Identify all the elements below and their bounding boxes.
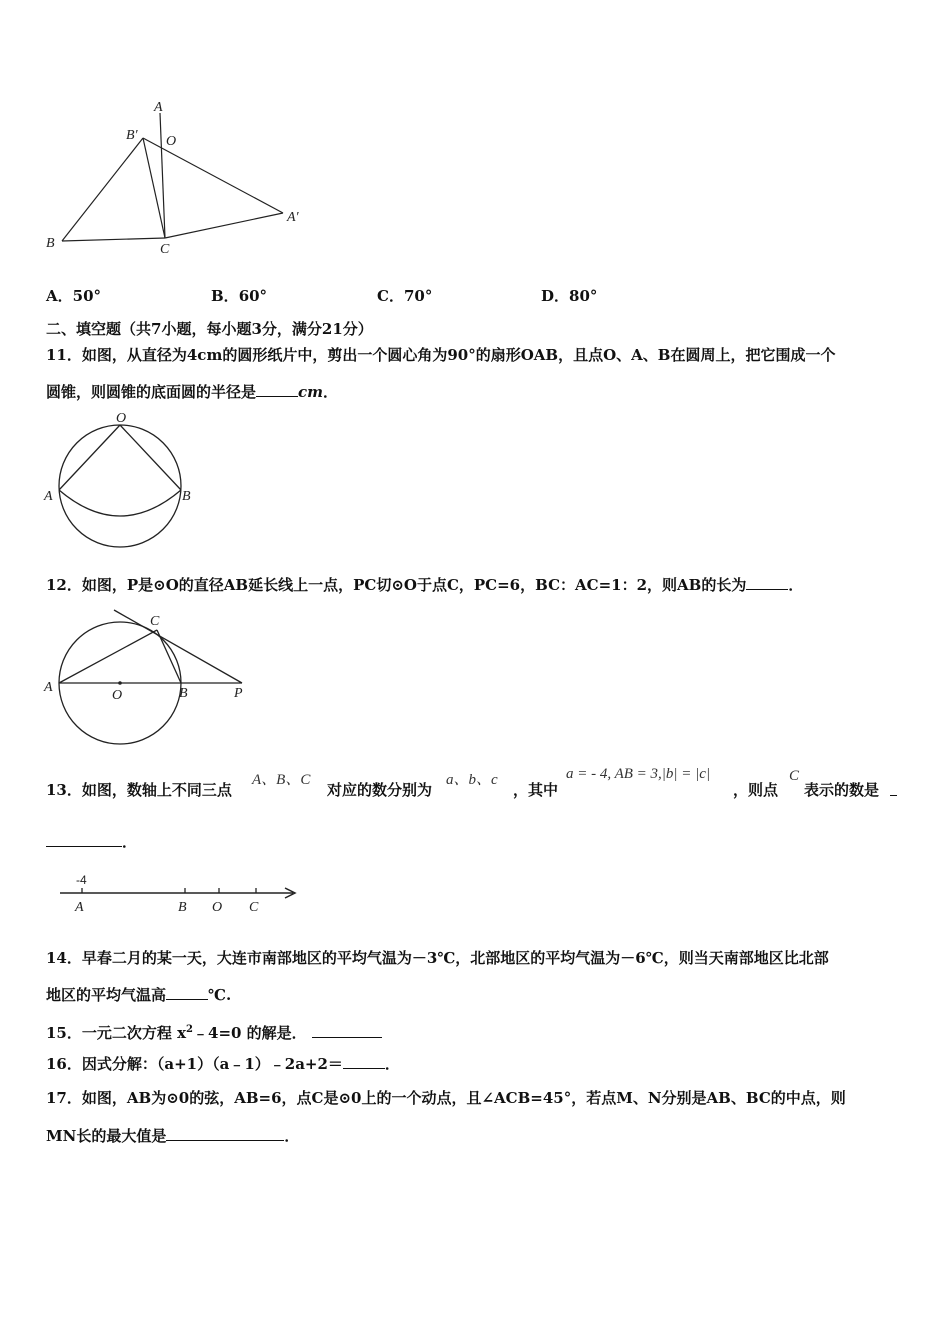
q13-values: a、b、c: [446, 772, 498, 788]
q13-line2: ．: [46, 832, 137, 852]
label-b: B: [179, 686, 188, 701]
figure-q13-number-line: [55, 868, 305, 918]
choice-b: B．60°: [211, 287, 268, 305]
label-o: O: [212, 900, 223, 915]
choice-c: C．70°: [377, 287, 433, 305]
tangent-pc: [114, 610, 242, 683]
label-o: O: [116, 411, 127, 426]
center-dot: [118, 681, 122, 685]
q17-answer-blank[interactable]: [166, 1126, 284, 1141]
q13-part4: ，则点: [733, 781, 779, 799]
q16-answer-blank[interactable]: [343, 1054, 385, 1069]
q17-line2: MN长的最大值是 ．: [46, 1127, 300, 1145]
q15-line: 15．一元二次方程 $x^2﹣4=0$ 的解是．: [46, 1020, 382, 1043]
q12-answer-blank[interactable]: [746, 575, 788, 590]
label-c: C: [249, 900, 259, 915]
label-b: B: [46, 236, 55, 251]
radius-ob: [120, 425, 181, 490]
q16-line: 16．因式分解：（a+1）（a﹣1）﹣2a+2＝ ．: [46, 1055, 400, 1073]
q11-answer-blank[interactable]: [256, 382, 298, 397]
label-c: C: [160, 242, 170, 257]
label-b: B: [178, 900, 187, 915]
figure-q12: [42, 605, 262, 750]
label-b: B: [182, 489, 191, 504]
q13-point-c: C: [789, 768, 800, 784]
q13-points: A、B、C: [252, 772, 311, 788]
q13-part5: 表示的数是: [804, 781, 880, 799]
figure-q11: [42, 410, 202, 555]
radius-oa: [59, 425, 120, 490]
q14-line2: 地区的平均气温高 ℃.: [46, 986, 232, 1004]
label-o: O: [166, 134, 177, 149]
q13-part3: ，其中: [513, 781, 559, 799]
choice-a: A．50°: [46, 287, 102, 305]
q17-line1: 17．如图，AB为⊙0的弦，AB=6，点C是⊙0上的一个动点，且∠ACB=45°，若点M、N分别是AB、BC的中点，则: [46, 1089, 846, 1107]
q13-part1: 13．如图，数轴上不同三点: [46, 781, 232, 799]
label-a: A: [154, 100, 163, 115]
label-p: P: [234, 686, 243, 701]
edge-b-bprime: [62, 138, 143, 241]
q13-answer-blank[interactable]: [46, 832, 122, 847]
chord-cb: [157, 630, 181, 683]
label-b-prime: B′: [126, 128, 138, 143]
label-a: A: [44, 489, 53, 504]
q13-condition: a = - 4, AB = 3,|b| = |c|: [566, 766, 711, 782]
label-a-prime: A′: [287, 210, 299, 225]
section-heading: 二、填空题（共7小题，每小题3分，满分21分）: [46, 320, 373, 338]
q11-line1: 11．如图，从直径为4cm的圆形纸片中，剪出一个圆心角为90°的扇形OAB，且点O、A、B在圆周上，把它围成一个: [46, 346, 836, 364]
label-a: A: [75, 900, 84, 915]
q13-blank-start: [890, 795, 897, 796]
edge-b-c: [62, 238, 165, 241]
q11-line2: 圆锥，则圆锥的底面圆的半径是 cm．: [46, 383, 339, 401]
q14-line1: 14．早春二月的某一天，大连市南部地区的平均气温为－3℃，北部地区的平均气温为－6℃，则当天南部地区比北部: [46, 949, 829, 967]
q15-answer-blank[interactable]: [312, 1023, 382, 1038]
tick-label-a-value: -4: [76, 873, 87, 887]
label-c: C: [150, 614, 160, 629]
edge-c-aprime: [165, 213, 283, 238]
q13-part2: 对应的数分别为: [327, 781, 433, 799]
choice-d: D．80°: [541, 287, 598, 305]
q14-answer-blank[interactable]: [166, 985, 208, 1000]
arc-ab: [59, 490, 181, 516]
label-a: A: [44, 680, 53, 695]
label-o: O: [112, 688, 123, 703]
figure-q10: [40, 95, 310, 260]
q12-line: 12．如图，P是⊙O的直径AB延长线上一点，PC切⊙O于点C，PC=6，BC：AC=1：2，则AB的长为 ．: [46, 576, 804, 594]
chord-ac: [59, 630, 157, 683]
circle: [59, 425, 181, 547]
